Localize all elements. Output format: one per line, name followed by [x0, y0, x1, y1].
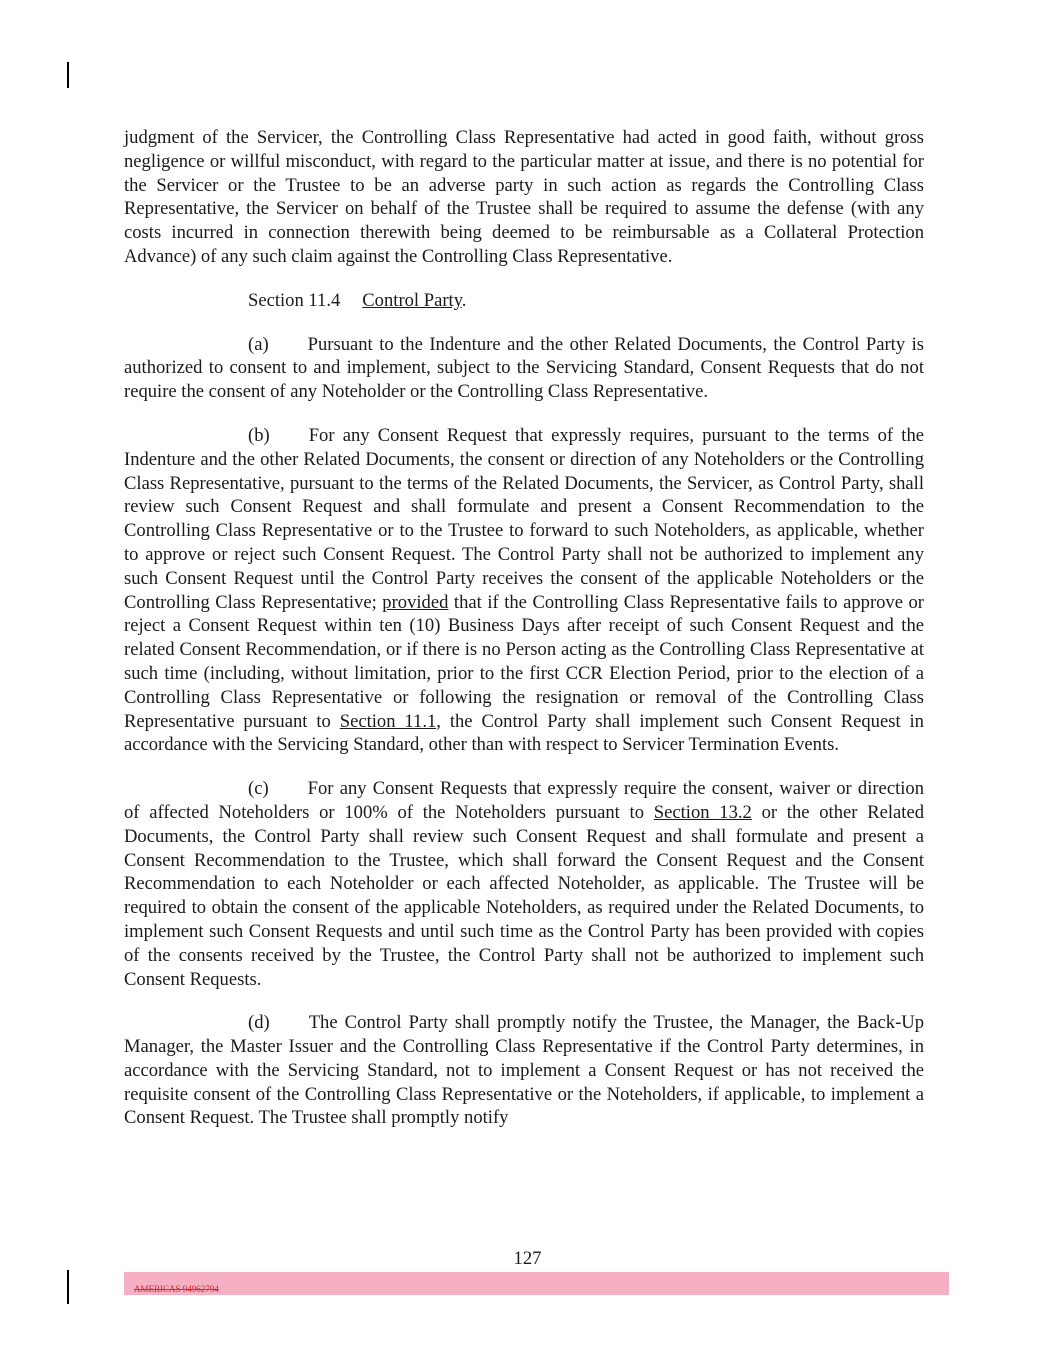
document-body — [124, 126, 924, 1150]
revision-change-bar-top — [67, 62, 69, 88]
paragraph-c — [124, 777, 924, 991]
section-heading — [124, 289, 924, 313]
section-number: Section 11.4 — [248, 289, 341, 311]
document-id-footer-bar — [124, 1272, 949, 1295]
paragraph-b-label: (b) — [248, 424, 270, 446]
paragraph-b-text-2: that if the Controlling Class Representative fails to approve or reject a Consent Request within ten (10) Business Days after receipt of such Consent Request and the related Consent Recommendation, or if there is no Person acting as the Controlling Class Representative at such time (including, without limitation, prior to the first CCR Election Period, prior to the election of a Controlling Class Representative or following the resignation or removal of the Controlling Class Representative pursuant to — [124, 591, 924, 732]
paragraph-c-text-2: or the other Related Documents, the Control Party shall review such Consent Request and shall formulate and present a Consent Recommendation to the Trustee, which shall forward the Consent Request and the Consent Recommendation to each Noteholder or each affected Noteholder, as applicable. The Trustee will be required to obtain the consent of the applicable Noteholders, as required under the Related Documents, to implement such Consent Requests and until such time as the Control Party has been provided with copies of the consents received by the Trustee, the Control Party shall not be authorized to implement such Consent Requests. — [124, 801, 924, 990]
provided-term: provided — [382, 591, 449, 613]
paragraph-b — [124, 424, 924, 757]
page-number: 127 — [513, 1248, 542, 1269]
section-title: Control Party — [362, 289, 462, 311]
paragraph-c-text-1: For any Consent Requests that expressly require the consent, waiver or direction of affected Noteholders or 100% of the Noteholders pursuant to — [124, 778, 924, 823]
paragraph-d-label: (d) — [248, 1012, 270, 1034]
intro-paragraph: judgment of the Servicer, the Controlling Class Representative had acted in good faith, without gross negligence or willful misconduct, with regard to the particular matter at issue, and there is no potential for the Servicer or the Trustee to be an adverse party in such action as regards the Controlling Class Representative, the Servicer on behalf of the Trustee shall be required to assume the defense (with any costs incurred in connection therewith being deemed to be reimbursable as a Collateral Protection Advance) of any such claim against the Controlling Class Representative. — [124, 127, 924, 267]
section-11-1-reference: Section 11.1 — [339, 710, 437, 732]
section-13-2-reference: Section 13.2 — [653, 801, 752, 823]
paragraph-b-text-3: , the Control Party shall implement such Consent Request in accordance with the Servicing Standard, other than with respect to Servicer Termination Events. — [124, 710, 924, 756]
paragraph-d-text: The Control Party shall promptly notify the Trustee, the Manager, the Back-Up Manager, the Master Issuer and the Controlling Class Representative if the Control Party determines, in accordance with the Servicing Standard, not to implement a Consent Request or has not received the requisite consent of the Controlling Class Representative or the Noteholders, if applicable, to implement a Consent Request. The Trustee shall promptly notify — [124, 1012, 924, 1129]
paragraph-a-text: Pursuant to the Indenture and the other Related Documents, the Control Party is authorized to consent to and implement, subject to the Servicing Standard, Consent Requests that do not require the consent of any Noteholder or the Controlling Class Representative. — [124, 333, 924, 403]
paragraph-b-text-1: For any Consent Request that expressly requires, pursuant to the terms of the Indenture and the other Related Documents, the consent or direction of any Noteholders or the Controlling Class Representative, pursuant to the terms of the Related Documents, the Servicer, as Control Party, shall review such Consent Request and shall formulate and present a Consent Recommendation to the Controlling Class Representative or to the Trustee to forward to such Noteholders, as applicable, whether to approve or reject such Consent Request. The Control Party shall not be authorized to implement any such Consent Request until the Control Party receives the consent of the applicable Noteholders or the Controlling Class Representative; — [124, 424, 924, 613]
paragraph-c-label: (c) — [248, 778, 269, 800]
document-id: AMERICAS 94962794 — [134, 1284, 219, 1294]
paragraph-a-label: (a) — [248, 333, 269, 355]
paragraph-d — [124, 1011, 924, 1130]
section-title-period: . — [461, 289, 467, 311]
revision-change-bar-bottom — [67, 1270, 69, 1304]
paragraph-a — [124, 333, 924, 404]
